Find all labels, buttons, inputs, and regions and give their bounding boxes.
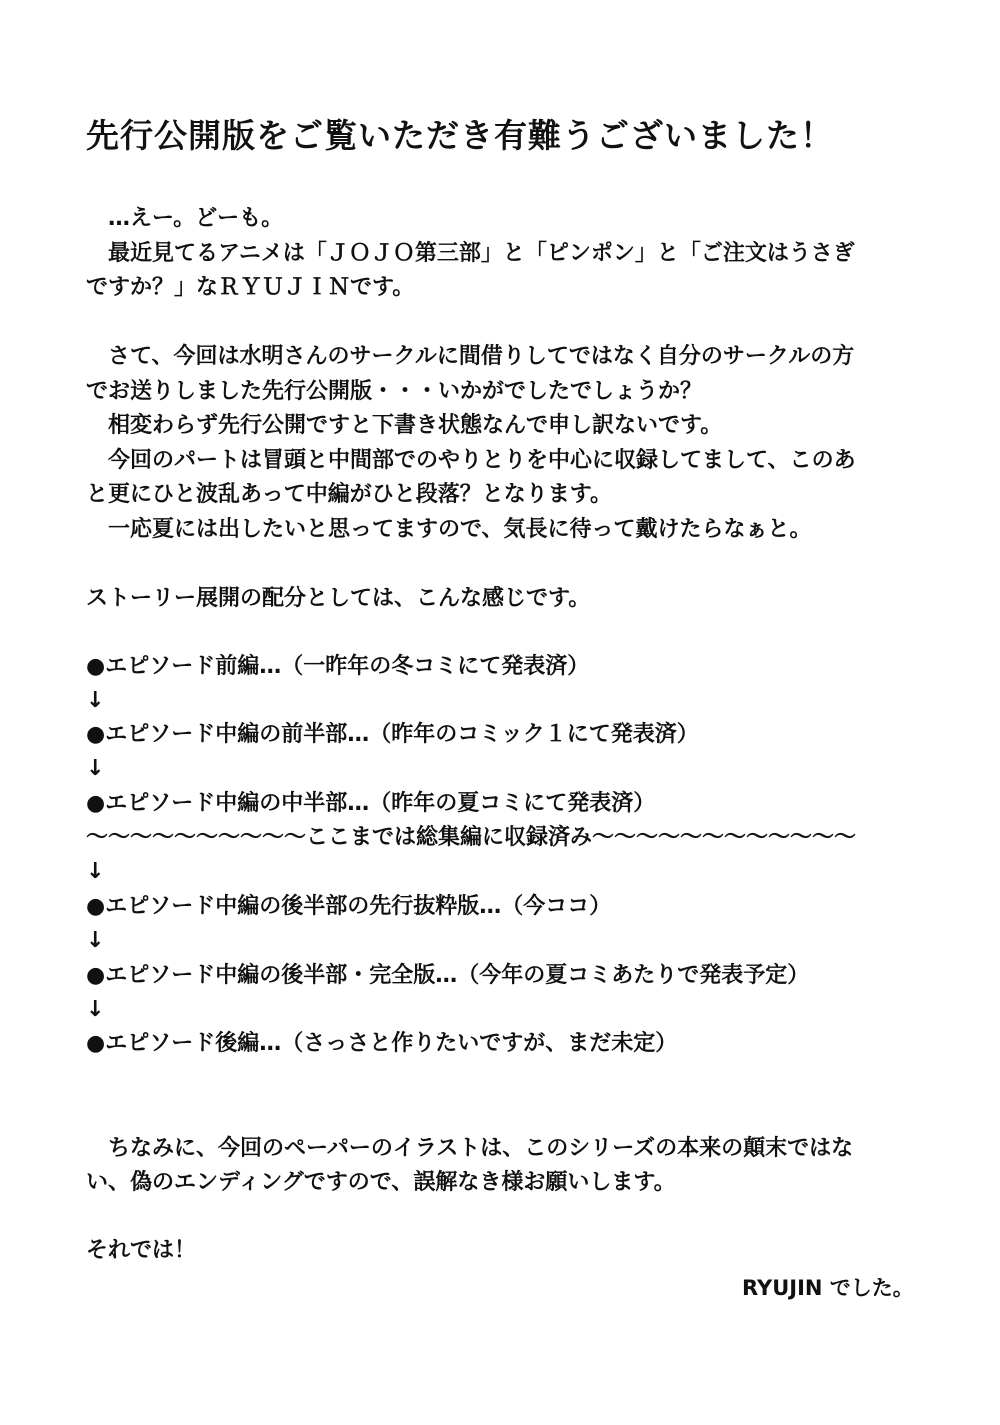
story-heading: ストーリー展開の配分としては、こんな感じです。	[86, 586, 591, 611]
story-arrow: ↓	[86, 688, 105, 713]
body-line: でお送りしました先行公開版・・・いかがでしたでしょうか？	[86, 379, 703, 404]
body-line: と更にひと波乱あって中編がひと段落？となります。	[86, 482, 613, 507]
body-line: 今回のパートは冒頭と中間部でのやりとりを中心に収録してまして、このあ	[108, 448, 856, 473]
story-item: ●エピソード中編の後半部・完全版…（今年の夏コミあたりで発表予定）	[86, 963, 810, 988]
story-arrow: ↓	[86, 859, 105, 884]
story-item: ●エピソード中編の中半部…（昨年の夏コミにて発表済）	[86, 791, 656, 816]
story-divider: ～～～～～～～～～～ここまでは総集編に収録済み～～～～～～～～～～～～	[86, 825, 857, 850]
closing-text: それでは！	[86, 1238, 197, 1263]
page-title: 先行公開版をご覧いただき有難うございました！	[86, 116, 834, 155]
story-item: ●エピソード中編の前半部…（昨年のコミック１にて発表済）	[86, 722, 699, 747]
story-item: ●エピソード後編…（さっさと作りたいですが、まだ未定）	[86, 1031, 678, 1056]
body-line: 一応夏には出したいと思ってますので、気長に待って戴けたらなぁと。	[108, 517, 812, 542]
story-arrow: ↓	[86, 928, 105, 953]
note-line: い、偽のエンディングですので、誤解なき様お願いします。	[86, 1170, 676, 1195]
story-item: ●エピソード中編の後半部の先行抜粋版…（今ココ）	[86, 894, 612, 919]
intro-line: 最近見てるアニメは「ＪＯＪＯ第三部」と「ピンポン」と「ご注文はうさぎ	[108, 241, 855, 266]
story-item: ●エピソード前編…（一昨年の冬コミにて発表済）	[86, 654, 590, 679]
intro-line: …えー。どーも。	[108, 206, 284, 231]
intro-line: ですか？」なＲＹＵＪＩＮです。	[86, 275, 415, 300]
body-line: 相変わらず先行公開ですと下書き状態なんで申し訳ないです。	[108, 413, 723, 438]
body-line: さて、今回は水明さんのサークルに間借りしてではなく自分のサークルの方	[108, 344, 855, 369]
story-arrow: ↓	[86, 997, 105, 1022]
note-line: ちなみに、今回のペーパーのイラストは、このシリーズの本来の顛末ではな	[108, 1136, 854, 1161]
story-arrow: ↓	[86, 756, 105, 781]
signature: RYUJIN でした。	[742, 1276, 914, 1300]
